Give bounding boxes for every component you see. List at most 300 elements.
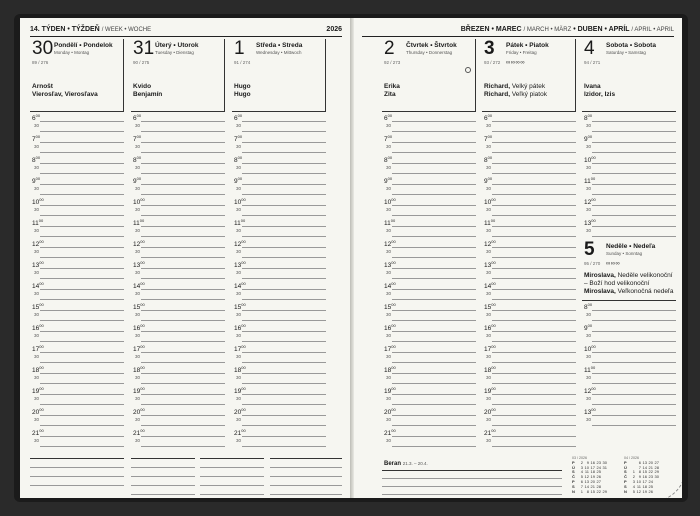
calendar-row: P 3 10 17 24 (624, 478, 653, 484)
half-hour-label: 30 (34, 165, 40, 170)
hour-slot[interactable] (30, 406, 124, 427)
note-line[interactable] (382, 478, 562, 479)
half-hour-label: 30 (386, 375, 392, 380)
hour-slot[interactable] (382, 301, 476, 322)
hour-slot[interactable] (482, 322, 576, 343)
hour-label: $12^{00}$ (384, 239, 396, 248)
day-name-translation: Saturday • Samstag (606, 50, 646, 55)
hour-label: $6^{00}$ (234, 113, 243, 122)
hour-slot[interactable] (30, 301, 124, 322)
hour-slot[interactable] (482, 427, 576, 448)
weekend-column (582, 39, 676, 427)
hour-label: $18^{00}$ (133, 365, 145, 374)
hour-slot[interactable] (30, 280, 124, 301)
hour-label: $11^{00}$ (584, 176, 596, 185)
hour-label: $7^{00}$ (484, 134, 493, 143)
hour-label: $12^{00}$ (584, 197, 596, 206)
hour-label: $20^{00}$ (484, 407, 496, 416)
note-line[interactable] (131, 494, 195, 495)
hour-label: $19^{00}$ (484, 386, 496, 395)
note-line[interactable] (30, 485, 124, 486)
hour-slot[interactable] (582, 301, 676, 322)
hour-slot[interactable] (131, 280, 225, 301)
half-hour-label: 30 (486, 333, 492, 338)
hour-label: $10^{00}$ (133, 197, 145, 206)
calendar-row: P 6 13 20 27 (624, 459, 659, 465)
note-line[interactable] (270, 494, 342, 495)
hour-slot[interactable] (232, 217, 326, 238)
hour-slot[interactable] (232, 385, 326, 406)
half-hour-label: 30 (586, 123, 592, 128)
calendar-row: P 6 13 20 27 (572, 478, 601, 484)
half-hour-label: 30 (34, 354, 40, 359)
half-hour-label: 30 (236, 249, 242, 254)
hour-label: $18^{00}$ (32, 365, 44, 374)
hour-slot[interactable] (482, 259, 576, 280)
hour-slot[interactable] (582, 175, 676, 196)
half-hour-label: 30 (135, 375, 141, 380)
hour-label: $15^{00}$ (384, 302, 396, 311)
hour-slot[interactable] (232, 259, 326, 280)
hour-label: $21^{00}$ (32, 428, 44, 437)
hour-slot[interactable] (382, 133, 476, 154)
day-number: 4 (584, 38, 595, 59)
hour-slot[interactable] (232, 196, 326, 217)
hour-label: $6^{00}$ (133, 113, 142, 122)
hour-label: $15^{00}$ (133, 302, 145, 311)
day-column (131, 39, 225, 448)
day-number: 30 (32, 38, 54, 59)
day-of-year: 95 / 270 (584, 261, 601, 266)
hour-slot[interactable] (482, 406, 576, 427)
hour-label: $16^{00}$ (384, 323, 396, 332)
hour-slot[interactable] (30, 112, 124, 133)
hour-label: $13^{00}$ (584, 407, 596, 416)
hour-label: $14^{00}$ (384, 281, 396, 290)
hour-slot[interactable] (582, 196, 676, 217)
calendar-title: 03 / 2026 (572, 456, 587, 460)
half-hour-label: 30 (486, 207, 492, 212)
hour-slot[interactable] (30, 427, 124, 448)
hour-slot[interactable] (382, 364, 476, 385)
day-of-year: 91 / 274 (234, 60, 251, 65)
day-column (232, 39, 326, 448)
day-name-translation: Monday • Montag (54, 50, 90, 55)
hour-slot[interactable] (30, 175, 124, 196)
hour-slot[interactable] (382, 280, 476, 301)
hour-slot[interactable] (482, 385, 576, 406)
hour-label: $19^{00}$ (32, 386, 44, 395)
note-line[interactable] (200, 467, 264, 468)
hour-label: $17^{00}$ (384, 344, 396, 353)
hour-label: $20^{00}$ (32, 407, 44, 416)
hour-slot[interactable] (482, 364, 576, 385)
hour-label: $17^{00}$ (32, 344, 44, 353)
day-number: 3 (484, 38, 495, 59)
hour-label: $12^{00}$ (234, 239, 246, 248)
hour-slot[interactable] (582, 154, 676, 175)
half-hour-label: 30 (586, 354, 592, 359)
hour-label: $17^{00}$ (234, 344, 246, 353)
day-name-translation: Friday • Freitag (506, 50, 537, 55)
right-page (354, 18, 682, 498)
note-line[interactable] (131, 467, 195, 468)
hour-label: $8^{00}$ (584, 113, 593, 122)
hour-label: $13^{00}$ (32, 260, 44, 269)
half-hour-label: 30 (34, 186, 40, 191)
day-of-year: 93 / 272 (484, 60, 501, 65)
hour-slot[interactable] (482, 280, 576, 301)
half-hour-label: 30 (386, 270, 392, 275)
day-number: 2 (384, 38, 395, 59)
hour-label: $12^{00}$ (584, 386, 596, 395)
half-hour-label: 30 (34, 396, 40, 401)
hour-label: $15^{00}$ (484, 302, 496, 311)
hour-slot[interactable] (232, 343, 326, 364)
half-hour-label: 30 (135, 123, 141, 128)
hour-slot[interactable] (382, 154, 476, 175)
name-days: Erika Zita (384, 83, 400, 98)
hour-label: $20^{00}$ (234, 407, 246, 416)
note-line[interactable] (30, 467, 124, 468)
half-hour-label: 30 (135, 396, 141, 401)
calendar-title: 04 / 2026 (624, 456, 639, 460)
hour-slot[interactable] (382, 259, 476, 280)
note-line[interactable] (270, 476, 342, 477)
hour-slot[interactable] (30, 364, 124, 385)
half-hour-label: 30 (135, 144, 141, 149)
calendar-row: N 1 8 15 22 29 (572, 488, 607, 494)
hour-label: $13^{00}$ (484, 260, 496, 269)
holiday-symbols: ∞∞∞∞ (506, 60, 526, 66)
hour-slot[interactable] (232, 112, 326, 133)
half-hour-label: 30 (386, 165, 392, 170)
half-hour-label: 30 (486, 354, 492, 359)
hour-label: $10^{00}$ (484, 197, 496, 206)
hour-slot[interactable] (232, 280, 326, 301)
half-hour-label: 30 (486, 438, 492, 443)
half-hour-label: 30 (486, 417, 492, 422)
hour-slot[interactable] (30, 154, 124, 175)
hour-label: $10^{00}$ (234, 197, 246, 206)
hour-slot[interactable] (482, 112, 576, 133)
hour-slot[interactable] (131, 259, 225, 280)
half-hour-label: 30 (34, 207, 40, 212)
half-hour-label: 30 (386, 249, 392, 254)
half-hour-label: 30 (135, 186, 141, 191)
hour-slot[interactable] (131, 364, 225, 385)
hour-label: $16^{00}$ (133, 323, 145, 332)
note-line[interactable] (382, 486, 562, 487)
half-hour-label: 30 (586, 312, 592, 317)
name-days: Miroslava, Neděle velikonoční – Boží hod velikonoční Miroslava, Veľkonočná nedeľa (584, 272, 674, 295)
half-hour-label: 30 (586, 375, 592, 380)
hour-slot[interactable] (482, 343, 576, 364)
calendar-row: Č 5 12 19 26 (572, 474, 601, 480)
hour-slot[interactable] (131, 238, 225, 259)
half-hour-label: 30 (34, 333, 40, 338)
half-hour-label: 30 (236, 396, 242, 401)
hour-slot[interactable] (232, 154, 326, 175)
hour-slot[interactable] (382, 343, 476, 364)
half-hour-label: 30 (386, 312, 392, 317)
half-hour-label: 30 (236, 123, 242, 128)
name-days: Kvido Benjamín (133, 83, 163, 98)
hour-slot[interactable] (482, 238, 576, 259)
hour-slot[interactable] (382, 175, 476, 196)
hour-label: $13^{00}$ (133, 260, 145, 269)
day-name-translation: Wednesday • Mittwoch (256, 50, 302, 55)
hour-label: $19^{00}$ (234, 386, 246, 395)
half-hour-label: 30 (486, 312, 492, 317)
day-of-year: 94 / 271 (584, 60, 601, 65)
half-hour-label: 30 (236, 186, 242, 191)
half-hour-label: 30 (135, 291, 141, 296)
half-hour-label: 30 (386, 396, 392, 401)
day-of-year: 92 / 273 (384, 60, 401, 65)
note-line[interactable] (270, 467, 342, 468)
hour-slot[interactable] (30, 259, 124, 280)
hour-slot[interactable] (582, 217, 676, 238)
hour-label: $20^{00}$ (133, 407, 145, 416)
half-hour-label: 30 (135, 333, 141, 338)
note-line[interactable] (200, 458, 264, 459)
hour-slot[interactable] (482, 133, 576, 154)
hour-label: $6^{00}$ (484, 113, 493, 122)
half-hour-label: 30 (34, 270, 40, 275)
hour-label: $19^{00}$ (133, 386, 145, 395)
hour-slot[interactable] (382, 406, 476, 427)
hour-slot[interactable] (30, 385, 124, 406)
hour-slot[interactable] (131, 385, 225, 406)
hour-slot[interactable] (232, 364, 326, 385)
half-hour-label: 30 (135, 354, 141, 359)
note-line[interactable] (200, 485, 264, 486)
hour-label: $11^{00}$ (484, 218, 496, 227)
half-hour-label: 30 (236, 165, 242, 170)
hour-slot[interactable] (582, 343, 676, 364)
calendar-row: S 7 14 21 28 (572, 483, 601, 489)
half-hour-label: 30 (586, 333, 592, 338)
hour-slot[interactable] (131, 406, 225, 427)
day-header (582, 39, 676, 112)
note-line[interactable] (200, 494, 264, 495)
half-hour-label: 30 (236, 270, 242, 275)
day-of-year: 90 / 275 (133, 60, 150, 65)
hour-label: $10^{00}$ (584, 344, 596, 353)
hour-label: $18^{00}$ (484, 365, 496, 374)
hour-label: $12^{00}$ (133, 239, 145, 248)
hour-slot[interactable] (232, 133, 326, 154)
hour-label: $11^{00}$ (234, 218, 246, 227)
hour-slot[interactable] (482, 196, 576, 217)
hour-label: $14^{00}$ (133, 281, 145, 290)
hour-label: $7^{00}$ (234, 134, 243, 143)
hour-label: $11^{00}$ (384, 218, 396, 227)
half-hour-label: 30 (486, 165, 492, 170)
hour-slot[interactable] (30, 343, 124, 364)
hour-slot[interactable] (30, 322, 124, 343)
note-line[interactable] (270, 485, 342, 486)
hour-label: $19^{00}$ (384, 386, 396, 395)
half-hour-label: 30 (135, 249, 141, 254)
hour-slot[interactable] (131, 427, 225, 448)
hour-label: $17^{00}$ (484, 344, 496, 353)
half-hour-label: 30 (34, 417, 40, 422)
hour-label: $9^{00}$ (584, 323, 593, 332)
day-number: 1 (234, 38, 245, 59)
hour-slot[interactable] (30, 133, 124, 154)
hour-label: $9^{00}$ (133, 176, 142, 185)
half-hour-label: 30 (386, 144, 392, 149)
note-line[interactable] (382, 494, 562, 495)
calendar-row: P 2 9 16 23 30 (572, 459, 607, 465)
hour-slot[interactable] (382, 427, 476, 448)
hour-label: $11^{00}$ (32, 218, 44, 227)
hour-label: $13^{00}$ (234, 260, 246, 269)
half-hour-label: 30 (586, 228, 592, 233)
half-hour-label: 30 (34, 312, 40, 317)
hour-slot[interactable] (482, 154, 576, 175)
note-line[interactable] (382, 470, 562, 471)
note-line[interactable] (131, 485, 195, 486)
note-line[interactable] (270, 458, 342, 459)
half-hour-label: 30 (135, 165, 141, 170)
half-hour-label: 30 (486, 270, 492, 275)
hour-label: $15^{00}$ (32, 302, 44, 311)
hour-slot[interactable] (382, 196, 476, 217)
hour-label: $18^{00}$ (234, 365, 246, 374)
day-name: Pondělí • Pondelok (54, 42, 113, 49)
moon-phase-icon (465, 67, 471, 73)
hour-slot[interactable] (131, 301, 225, 322)
hour-slot[interactable] (30, 217, 124, 238)
hour-slot[interactable] (30, 196, 124, 217)
name-days: Richard, Velký pátek Richard, Veľký piatok (484, 83, 547, 98)
half-hour-label: 30 (135, 270, 141, 275)
half-hour-label: 30 (236, 417, 242, 422)
hour-slot[interactable] (30, 238, 124, 259)
half-hour-label: 30 (486, 291, 492, 296)
months-header: BŘEZEN • MAREC / MARCH • MÄRZ • DUBEN • APRÍL / APRIL • APRIL (460, 26, 674, 33)
sunday-header (582, 240, 676, 301)
hour-label: $6^{00}$ (384, 113, 393, 122)
hour-slot[interactable] (131, 196, 225, 217)
hour-slot[interactable] (131, 112, 225, 133)
day-name-translation: Tuesday • Dienstag (155, 50, 194, 55)
half-hour-label: 30 (586, 144, 592, 149)
day-name-translation: Thursday • Donnerstag (406, 50, 453, 55)
note-line[interactable] (131, 476, 195, 477)
note-line[interactable] (200, 476, 264, 477)
hour-label: $9^{00}$ (484, 176, 493, 185)
half-hour-label: 30 (386, 291, 392, 296)
note-line[interactable] (30, 476, 124, 477)
hour-slot[interactable] (582, 133, 676, 154)
hour-slot[interactable] (131, 343, 225, 364)
half-hour-label: 30 (386, 186, 392, 191)
half-hour-label: 30 (236, 333, 242, 338)
hour-slot[interactable] (232, 175, 326, 196)
hour-slot[interactable] (382, 217, 476, 238)
half-hour-label: 30 (586, 396, 592, 401)
hour-label: $16^{00}$ (484, 323, 496, 332)
hour-label: $8^{00}$ (133, 155, 142, 164)
half-hour-label: 30 (386, 354, 392, 359)
hour-slot[interactable] (232, 322, 326, 343)
half-hour-label: 30 (586, 186, 592, 191)
hour-slot[interactable] (232, 406, 326, 427)
hour-label: $21^{00}$ (384, 428, 396, 437)
half-hour-label: 30 (236, 291, 242, 296)
hour-slot[interactable] (582, 364, 676, 385)
hour-label: $8^{00}$ (234, 155, 243, 164)
day-number: 31 (133, 38, 155, 59)
page-curl-decoration (651, 467, 682, 498)
hour-slot[interactable] (582, 385, 676, 406)
day-column (30, 39, 124, 448)
note-line[interactable] (30, 458, 124, 459)
day-header (382, 39, 476, 112)
hour-slot[interactable] (482, 217, 576, 238)
name-days: Ivana Izidor, Izis (584, 83, 616, 98)
holiday-symbols: ∞∞∞ (606, 261, 621, 267)
half-hour-label: 30 (34, 249, 40, 254)
hour-slot[interactable] (131, 175, 225, 196)
hour-label: $11^{00}$ (584, 365, 596, 374)
hour-slot[interactable] (382, 238, 476, 259)
calendar-row: Č 2 9 16 23 30 (624, 474, 659, 480)
day-name: Pátek • Piatok (506, 42, 549, 49)
hour-slot[interactable] (382, 322, 476, 343)
hour-slot[interactable] (131, 322, 225, 343)
hour-slot[interactable] (382, 385, 476, 406)
half-hour-label: 30 (34, 291, 40, 296)
day-header (131, 39, 225, 112)
day-header (482, 39, 576, 112)
day-name: Neděle • Nedeľa (606, 243, 656, 250)
hour-slot[interactable] (482, 175, 576, 196)
hour-label: $8^{00}$ (584, 302, 593, 311)
hour-slot[interactable] (131, 217, 225, 238)
hour-label: $17^{00}$ (133, 344, 145, 353)
mini-calendar-march (572, 456, 620, 496)
hour-slot[interactable] (131, 154, 225, 175)
hour-slot[interactable] (232, 301, 326, 322)
hour-slot[interactable] (232, 238, 326, 259)
hour-slot[interactable] (232, 427, 326, 448)
half-hour-label: 30 (34, 228, 40, 233)
calendar-row: S 4 11 18 25 (624, 483, 653, 489)
hour-slot[interactable] (382, 112, 476, 133)
hour-slot[interactable] (582, 406, 676, 427)
hour-slot[interactable] (131, 133, 225, 154)
hour-slot[interactable] (582, 112, 676, 133)
hour-label: $16^{00}$ (234, 323, 246, 332)
hour-label: $21^{00}$ (234, 428, 246, 437)
hour-label: $15^{00}$ (234, 302, 246, 311)
note-line[interactable] (131, 458, 195, 459)
hour-slot[interactable] (482, 301, 576, 322)
half-hour-label: 30 (135, 312, 141, 317)
day-name: Úterý • Utorok (155, 42, 199, 49)
calendar-row: Ú 3 10 17 24 31 (572, 464, 607, 470)
half-hour-label: 30 (386, 438, 392, 443)
hour-label: $18^{00}$ (384, 365, 396, 374)
day-name: Středa • Streda (256, 42, 303, 49)
day-number: 5 (584, 239, 595, 260)
hour-slot[interactable] (582, 322, 676, 343)
